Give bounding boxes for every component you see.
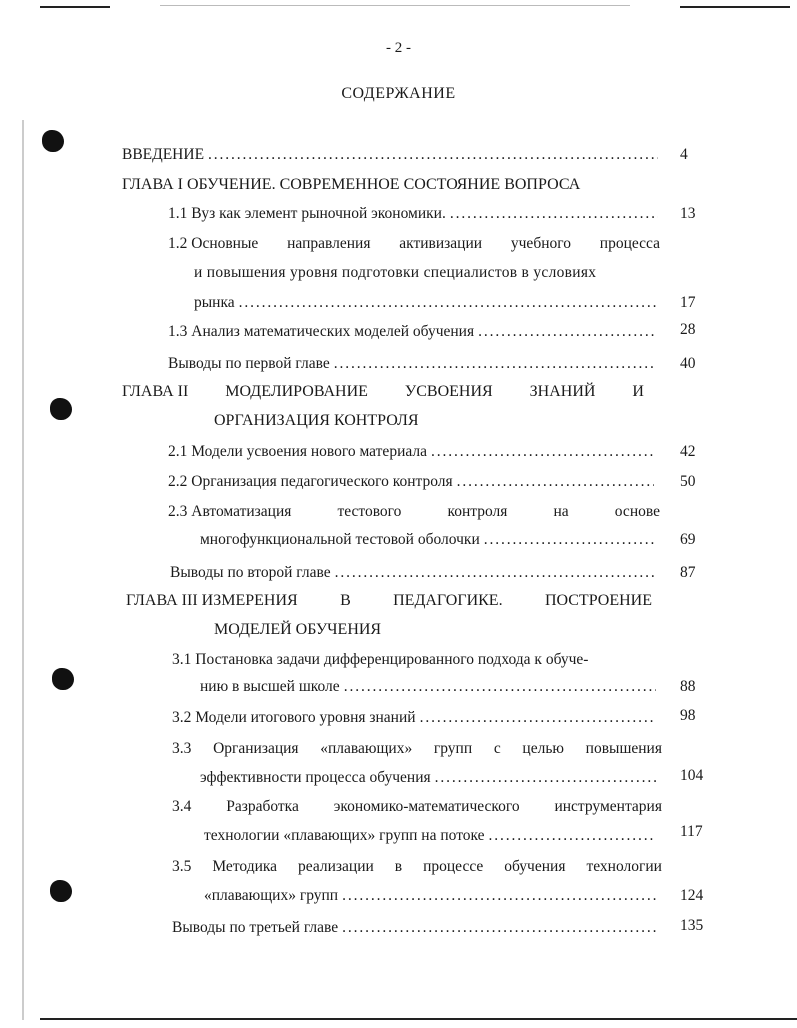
toc-3-1-line2: [200, 677, 660, 697]
toc-2-2-page: 50: [680, 473, 696, 490]
word: 3.4: [172, 798, 192, 815]
toc-1-2-line2: и повышения уровня подготовки специалистов в условиях: [194, 264, 597, 281]
toc-3-1-label-end: нию в высшей школе: [200, 678, 340, 695]
punch-hole-3: [52, 668, 74, 690]
toc-2-3-line1: [168, 502, 660, 522]
toc-1-conclusion: [168, 354, 660, 374]
toc-1-1: [168, 204, 662, 224]
toc-3-3-page: 104: [680, 767, 704, 784]
word: ЗНАНИЙ: [529, 383, 596, 400]
toc-3-3-line2: [200, 768, 660, 788]
toc-3-conclusion: [172, 918, 660, 938]
leader-dots: [431, 442, 656, 462]
toc-3-2-page: 98: [680, 707, 696, 724]
toc-1-2-line1: [168, 234, 660, 254]
word: с: [493, 740, 501, 757]
toc-1-2-label-end: рынка: [194, 294, 235, 311]
page-title: СОДЕРЖАНИЕ: [341, 85, 456, 102]
toc-3-conclusion-label: Выводы по третьей главе: [172, 919, 339, 936]
leader-dots: [450, 204, 658, 224]
leader-dots: [335, 563, 656, 583]
leader-dots: [489, 826, 656, 846]
toc-1-3: [168, 322, 658, 342]
word: тестового: [337, 503, 402, 520]
scan-top-line-mid: [160, 5, 630, 6]
toc-3-4-line2: [204, 826, 660, 846]
scan-left-edge: [22, 120, 24, 1020]
word: экономико-математического: [333, 798, 520, 815]
word: контроля: [447, 503, 508, 520]
word: технологии: [586, 858, 662, 875]
toc-2-conclusion-label: Выводы по второй главе: [170, 564, 331, 581]
leader-dots: [484, 530, 654, 550]
chapter-3-heading-line1: [126, 591, 652, 611]
word: процесса: [599, 235, 660, 252]
toc-3-1-line1: 3.1 Постановка задачи дифференцированного подхода к обуче-: [172, 651, 589, 668]
scan-top-line-right: [680, 6, 790, 8]
word: Методика: [212, 858, 278, 875]
scan-top-line-left: [40, 6, 110, 8]
word: Разработка: [226, 798, 299, 815]
toc-intro: [122, 145, 662, 165]
punch-hole-1: [42, 130, 64, 152]
leader-dots: [239, 293, 658, 313]
leader-dots: [342, 886, 656, 906]
toc-1-3-label: 1.3 Анализ математических моделей обучения: [168, 323, 475, 340]
toc-2-conclusion-page: 87: [680, 564, 696, 581]
toc-3-4-line1: [172, 797, 662, 817]
word: ГЛАВА II: [122, 383, 189, 400]
word: 1.2 Основные: [168, 235, 259, 252]
chapter-3-heading-line2: МОДЕЛЕЙ ОБУЧЕНИЯ: [214, 621, 382, 638]
word: МОДЕЛИРОВАНИЕ: [225, 383, 368, 400]
toc-1-2-page: 17: [680, 294, 696, 311]
toc-1-conclusion-page: 40: [680, 355, 696, 372]
word: 3.3: [172, 740, 192, 757]
toc-3-5-line2: [204, 886, 660, 906]
word: обучения: [504, 858, 566, 875]
toc-3-3-line1: [172, 739, 662, 759]
toc-2-2: [168, 472, 658, 492]
word: на: [553, 503, 569, 520]
word: И: [632, 383, 644, 400]
word: в: [394, 858, 403, 875]
punch-hole-2: [50, 398, 72, 420]
toc-3-3-label-end: эффективности процесса обучения: [200, 769, 431, 786]
toc-3-conclusion-page: 135: [680, 917, 704, 934]
toc-intro-label: ВВЕДЕНИЕ: [122, 146, 205, 163]
toc-3-4-page: 117: [680, 823, 703, 840]
word: инструментария: [554, 798, 662, 815]
toc-3-5-line1: [172, 857, 662, 877]
chapter-1-heading: ГЛАВА I ОБУЧЕНИЕ. СОВРЕМЕННОЕ СОСТОЯНИЕ ВОПРОСА: [122, 176, 581, 193]
word: УСВОЕНИЯ: [404, 383, 493, 400]
word: процессе: [423, 858, 484, 875]
toc-2-1-label: 2.1 Модели усвоения нового материала: [168, 443, 427, 460]
word: 2.3 Автоматизация: [168, 503, 292, 520]
word: ПОСТРОЕНИЕ: [544, 592, 652, 609]
word: ГЛАВА III ИЗМЕРЕНИЯ: [126, 592, 298, 609]
word: целью: [522, 740, 564, 757]
toc-2-3-page: 69: [680, 531, 696, 548]
toc-1-2-line3: [194, 293, 662, 313]
chapter-2-heading-line2: ОРГАНИЗАЦИЯ КОНТРОЛЯ: [214, 412, 419, 429]
word: основе: [614, 503, 660, 520]
toc-2-3-line2: [200, 530, 658, 550]
toc-2-1: [168, 442, 660, 462]
word: Организация: [213, 740, 299, 757]
page-number: - 2 -: [386, 40, 411, 56]
word: ПЕДАГОГИКЕ.: [393, 592, 503, 609]
toc-intro-page: 4: [680, 146, 688, 163]
toc-3-1-page: 88: [680, 678, 696, 695]
toc-1-conclusion-label: Выводы по первой главе: [168, 355, 330, 372]
punch-hole-4: [50, 880, 72, 902]
word: учебного: [510, 235, 571, 252]
toc-2-conclusion: [170, 563, 660, 583]
word: 3.5: [172, 858, 192, 875]
toc-2-1-page: 42: [680, 443, 696, 460]
toc-1-1-label: 1.1 Вуз как элемент рыночной экономики.: [168, 205, 446, 222]
scan-bottom-line: [40, 1018, 797, 1020]
word: В: [340, 592, 351, 609]
toc-3-4-label-end: технологии «плавающих» групп на потоке: [204, 827, 485, 844]
toc-2-2-label: 2.2 Организация педагогического контроля: [168, 473, 453, 490]
word: «плавающих»: [320, 740, 413, 757]
toc-3-5-page: 124: [680, 887, 704, 904]
toc-3-2: [172, 708, 660, 728]
leader-dots: [457, 472, 654, 492]
chapter-2-heading-line1: [122, 382, 644, 402]
toc-3-2-label: 3.2 Модели итогового уровня знаний: [172, 709, 416, 726]
word: реализации: [298, 858, 374, 875]
word: групп: [433, 740, 473, 757]
toc-1-3-page: 28: [680, 321, 696, 338]
leader-dots: [435, 768, 656, 788]
toc-3-5-label-end: «плавающих» групп: [204, 887, 339, 904]
leader-dots: [344, 677, 656, 697]
toc-2-3-label-end: многофункциональной тестовой оболочки: [200, 531, 480, 548]
leader-dots: [342, 918, 656, 938]
word: активизации: [399, 235, 483, 252]
leader-dots: [420, 708, 656, 728]
leader-dots: [334, 354, 656, 374]
toc-1-1-page: 13: [680, 205, 696, 222]
word: направления: [287, 235, 371, 252]
leader-dots: [478, 322, 654, 342]
leader-dots: [208, 145, 658, 165]
word: повышения: [585, 740, 662, 757]
